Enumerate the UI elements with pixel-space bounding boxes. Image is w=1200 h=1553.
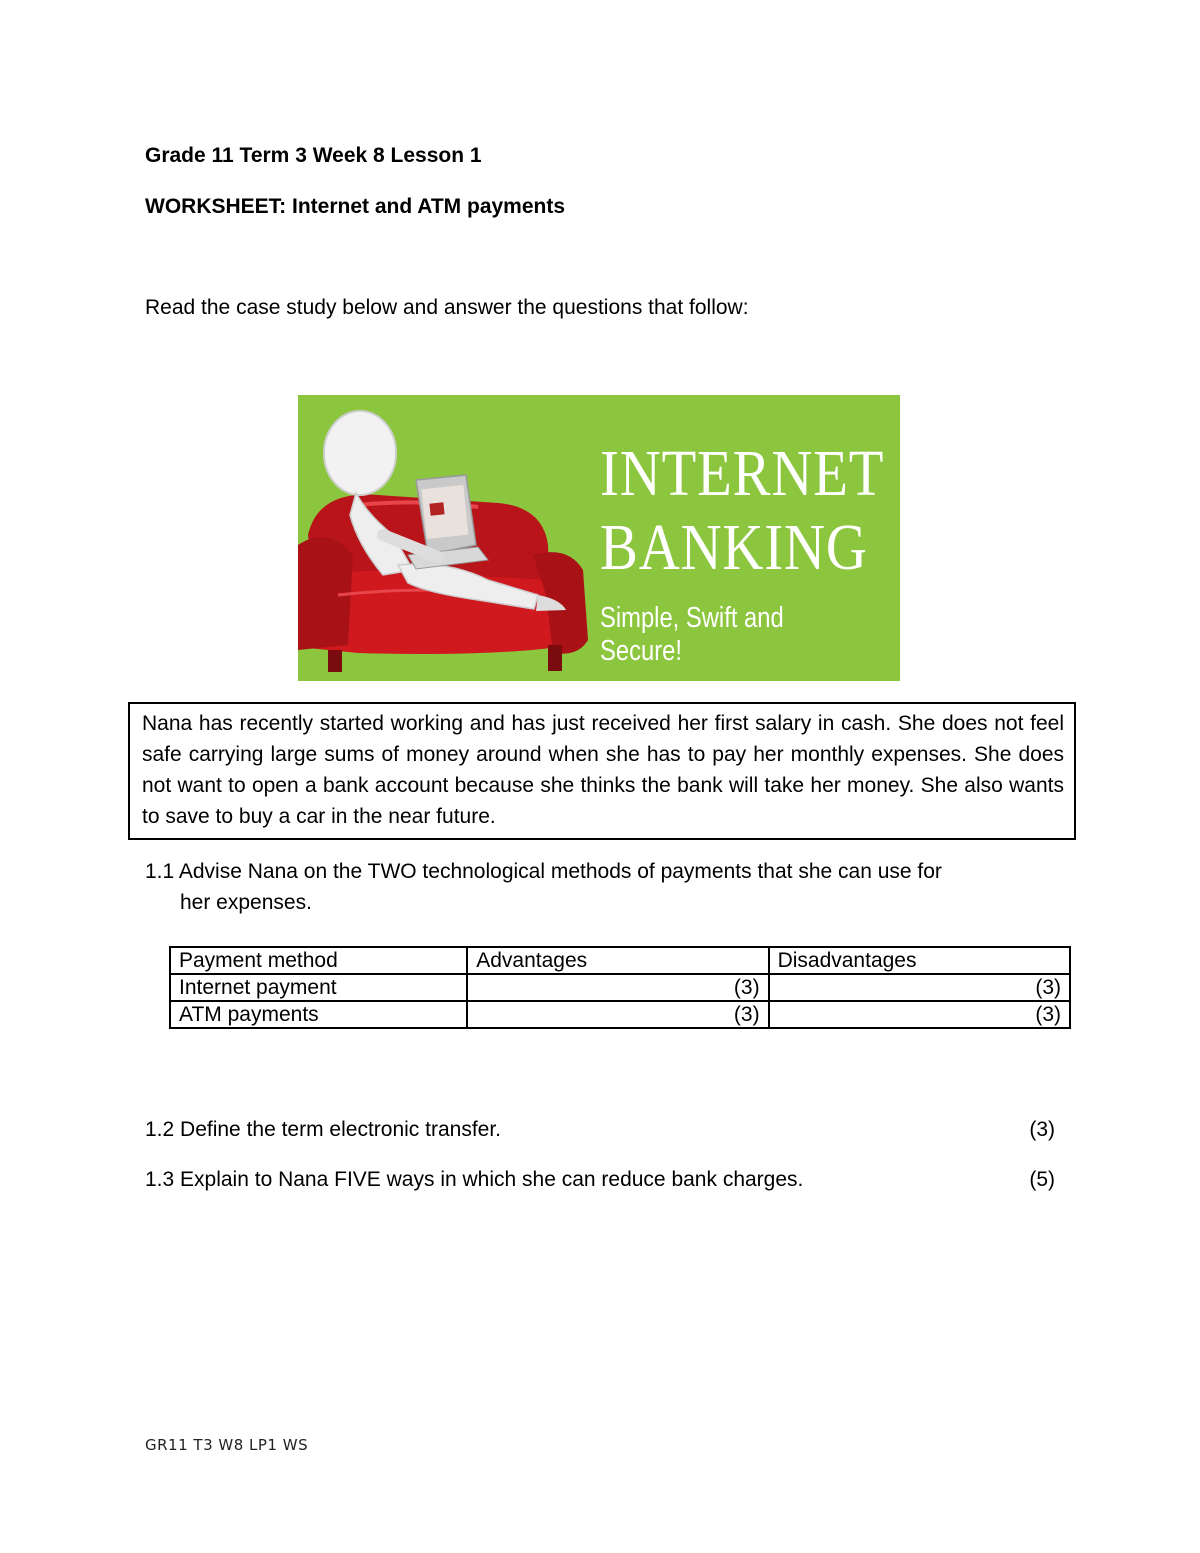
case-study-box: Nana has recently started working and has just received her first salary in cash. She does not feel safe carrying large sums of money around when she has to pay her monthly expenses. She does not want to open a bank account because she thinks the bank will take her money. She also wants to save to buy a car in the near future. [128,702,1076,840]
table-header-cell: Payment method [170,947,467,974]
question-1-1-line2: her expenses. [180,891,312,914]
worksheet-title: WORKSHEET: Internet and ATM payments [145,195,566,218]
table-cell-mark: (3) [467,1001,768,1028]
question-1-2 [145,1118,1055,1142]
page-footer: GR11 T3 W8 LP1 WS [145,1436,309,1454]
table-row [170,1001,1070,1028]
question-1-1-line1: 1.1 Advise Nana on the TWO technological methods of payments that she can use for [145,860,942,883]
question-1-2-text: 1.2 Define the term electronic transfer. [145,1118,502,1141]
question-1-3 [145,1168,1055,1192]
question-1-1 [145,856,1075,918]
banner-title [600,437,885,585]
question-1-2-mark: (3) [1029,1118,1055,1141]
payment-methods-table [169,946,1071,1029]
table-cell-method: Internet payment [170,974,467,1001]
table-header-cell: Advantages [467,947,768,974]
question-1-3-mark: (5) [1029,1168,1055,1191]
table-cell-mark: (3) [769,974,1070,1001]
banner-title-line1: INTERNET [600,437,885,510]
table-cell-mark: (3) [467,974,768,1001]
banner-title-line2: BANKING [600,511,868,584]
banner-tagline: Simple, Swift and Secure! [600,602,784,667]
table-cell-mark: (3) [769,1001,1070,1028]
table-header-row [170,947,1070,974]
table-cell-method: ATM payments [170,1001,467,1028]
lesson-title: Grade 11 Term 3 Week 8 Lesson 1 [145,144,482,167]
internet-banking-banner [298,395,900,681]
table-header-cell: Disadvantages [769,947,1070,974]
question-1-3-text: 1.3 Explain to Nana FIVE ways in which she can reduce bank charges. [145,1168,804,1191]
instruction-text: Read the case study below and answer the questions that follow: [145,296,749,319]
table-row [170,974,1070,1001]
